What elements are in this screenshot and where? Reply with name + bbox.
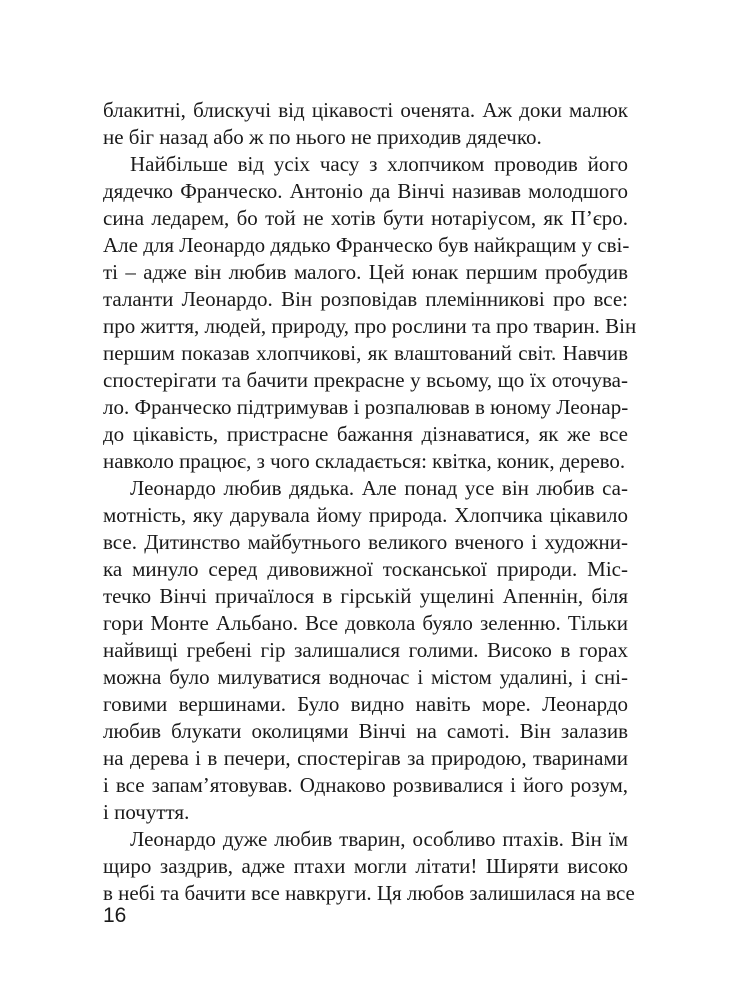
text-line: найвищі гребені гір залишалися голими. Високо в горах <box>103 638 628 662</box>
text-line: ло. Франческо підтримував і розпалював в юному Леонар- <box>103 395 629 419</box>
text-line: таланти Леонардо. Він розповідав племінникові про все: <box>103 287 628 311</box>
text-line: сина ледарем, бо той не хотів бути нотаріусом, як П’єро. <box>103 206 628 230</box>
text-line: ті – адже він любив малого. Цей юнак першим пробудив <box>103 260 628 284</box>
text-line: про життя, людей, природу, про рослини та про тварин. Він <box>103 314 637 338</box>
text-line: Леонардо любив дядька. Але понад усе він любив са- <box>130 476 628 500</box>
text-line: говими вершинами. Було видно навіть море. Леонардо <box>103 692 628 716</box>
text-line: до цікавість, пристрасне бажання дізнаватися, як же все <box>103 422 628 446</box>
text-line: навколо працює, з чого складається: квітка, коник, дерево. <box>103 449 626 473</box>
paragraph <box>103 475 628 826</box>
text-line: любив блукати околицями Вінчі на самоті. Він залазив <box>103 719 628 743</box>
text-line: дядечко Франческо. Антоніо да Вінчі називав молодшого <box>103 179 628 203</box>
paragraph <box>103 151 637 475</box>
text-line: і все запам’ятовував. Однаково розвивалися і його розум, <box>103 773 628 797</box>
text-line: мотність, яку дарувала йому природа. Хлопчика цікавило <box>103 503 628 527</box>
paragraph <box>103 97 628 151</box>
text-line: гори Монте Альбано. Все довкола буяло зеленню. Тільки <box>103 611 628 635</box>
page-number: 16 <box>103 904 127 927</box>
text-line: щиро заздрив, адже птахи могли літати! Ширяти високо <box>103 854 628 878</box>
text-line: блакитні, блискучі від цікавості оченята. Аж доки малюк <box>103 98 628 122</box>
text-line: в небі та бачити все навкруги. Ця любов залишилася на все <box>103 881 635 905</box>
text-line: ка минуло серед дивовижної тосканської природи. Міс- <box>103 557 628 581</box>
text-line: не біг назад або ж по нього не приходив дядечко. <box>103 125 542 149</box>
paragraph <box>103 826 635 907</box>
text-line: на дерева і в печери, спостерігав за природою, тваринами <box>103 746 628 770</box>
body-text <box>103 97 637 907</box>
text-line: все. Дитинство майбутнього великого вченого і художни- <box>103 530 628 554</box>
text-line: спостерігати та бачити прекрасне у всьому, що їх оточува- <box>103 368 628 392</box>
text-line: Але для Леонардо дядько Франческо був найкращим у сві- <box>103 233 630 257</box>
text-line: течко Вінчі причаїлося в гірській ущелині Апеннін, біля <box>103 584 628 608</box>
text-line: першим показав хлопчикові, як влаштований світ. Навчив <box>103 341 628 365</box>
text-line: Леонардо дуже любив тварин, особливо птахів. Він їм <box>130 827 628 851</box>
text-line: можна було милуватися водночас і містом удалині, і сні- <box>103 665 628 689</box>
text-line: і почуття. <box>103 800 190 824</box>
text-line: Найбільше від усіх часу з хлопчиком проводив його <box>130 152 628 176</box>
